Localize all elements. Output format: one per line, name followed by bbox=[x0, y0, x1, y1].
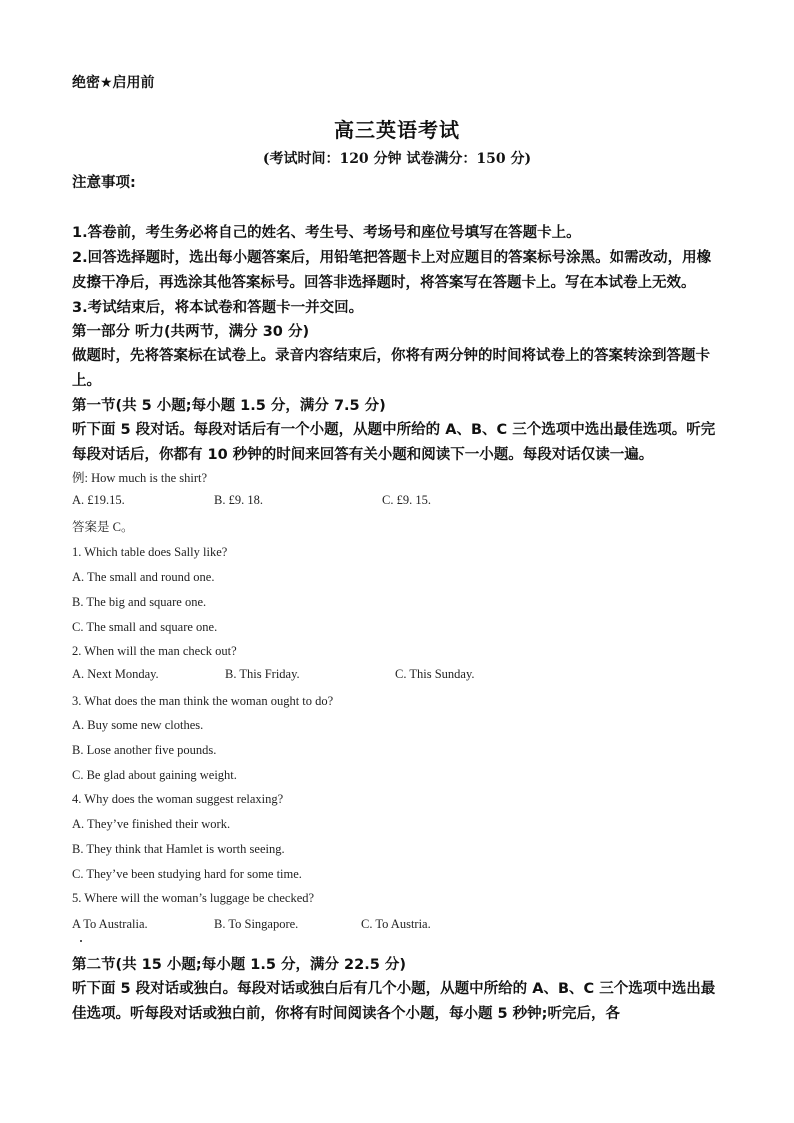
question-1-option-c: C. The small and square one. bbox=[72, 620, 218, 634]
stray-mark bbox=[80, 940, 82, 942]
example-question: 例: How much is the shirt? bbox=[72, 471, 208, 485]
question-5-stem: 5. Where will the woman’s luggage be checked? bbox=[72, 891, 315, 905]
section2-instruction: 听下面 5 段对话或独白。每段对话或独白后有几个小题，从题中所给的 A、B、C 三个选项中选出最佳选项。听每段对话或独白前，你将有时间阅读各个小题，每小题 5 秒钟;听完后，各 bbox=[72, 981, 716, 1022]
notes-heading: 注意事项: bbox=[72, 175, 136, 191]
page-title: 高三英语考试 bbox=[334, 118, 460, 142]
question-1-stem: 1. Which table does Sally like? bbox=[72, 545, 228, 559]
part1-instruction: 做题时，先将答案标在试卷上。录音内容结束后，你将有两分钟的时间将试卷上的答案转涂到答题卡上。 bbox=[72, 348, 710, 389]
option-b: B. To Singapore. bbox=[214, 917, 299, 931]
example-answer: 答案是 C。 bbox=[72, 520, 134, 534]
question-3-option-a: A. Buy some new clothes. bbox=[72, 718, 204, 732]
question-4-stem: 4. Why does the woman suggest relaxing? bbox=[72, 792, 284, 806]
section2-heading: 第二节(共 15 小题;每小题 1.5 分，满分 22.5 分) bbox=[72, 957, 406, 973]
note-item-1: 1.答卷前，考生务必将自己的姓名、考生号、考场号和座位号填写在答题卡上。 bbox=[72, 225, 581, 241]
question-3-option-c: C. Be glad about gaining weight. bbox=[72, 768, 237, 782]
question-1-option-a: A. The small and round one. bbox=[72, 570, 215, 584]
option-c: C. £9. 15. bbox=[382, 493, 431, 507]
question-4-option-a: A. They’ve finished their work. bbox=[72, 817, 231, 831]
option-b: B. This Friday. bbox=[225, 667, 300, 681]
question-3-stem: 3. What does the man think the woman ought to do? bbox=[72, 694, 334, 708]
note-item-2: 2.回答选择题时，选出每小题答案后，用铅笔把答题卡上对应题目的答案标号涂黑。如需改动，用橡皮擦干净后，再选涂其他答案标号。回答非选择题时，将答案写在答题卡上。写在本试卷上无效。 bbox=[72, 250, 712, 291]
question-1-option-b: B. The big and square one. bbox=[72, 595, 207, 609]
note-item-3: 3.考试结束后，将本试卷和答题卡一并交回。 bbox=[72, 300, 364, 316]
option-c: C. To Austria. bbox=[361, 917, 431, 931]
confidential-label: 绝密★启用前 bbox=[72, 75, 155, 91]
question-3-option-b: B. Lose another five pounds. bbox=[72, 743, 217, 757]
question-4-option-c: C. They’ve been studying hard for some time. bbox=[72, 867, 302, 881]
example-options bbox=[72, 493, 724, 511]
question-2-stem: 2. When will the man check out? bbox=[72, 644, 237, 658]
option-c: C. This Sunday. bbox=[395, 667, 475, 681]
section1-instruction: 听下面 5 段对话。每段对话后有一个小题，从题中所给的 A、B、C 三个选项中选出最佳选项。听完每段对话后，你都有 10 秒钟的时间来回答有关小题和阅读下一小题。每段对话仅读一遍。 bbox=[72, 422, 716, 463]
option-a: A. £19.15. bbox=[72, 493, 125, 507]
option-a: A. Next Monday. bbox=[72, 667, 159, 681]
question-4-option-b: B. They think that Hamlet is worth seeing. bbox=[72, 842, 285, 856]
section1-heading: 第一节(共 5 小题;每小题 1.5 分，满分 7.5 分) bbox=[72, 398, 386, 414]
question-2-options bbox=[72, 667, 724, 685]
option-b: B. £9. 18. bbox=[214, 493, 263, 507]
option-a: A To Australia. bbox=[72, 917, 148, 931]
question-5-options bbox=[72, 917, 724, 935]
part1-heading: 第一部分 听力(共两节，满分 30 分) bbox=[72, 324, 310, 340]
exam-duration-score: (考试时间：120 分钟 试卷满分：150 分) bbox=[262, 151, 532, 167]
